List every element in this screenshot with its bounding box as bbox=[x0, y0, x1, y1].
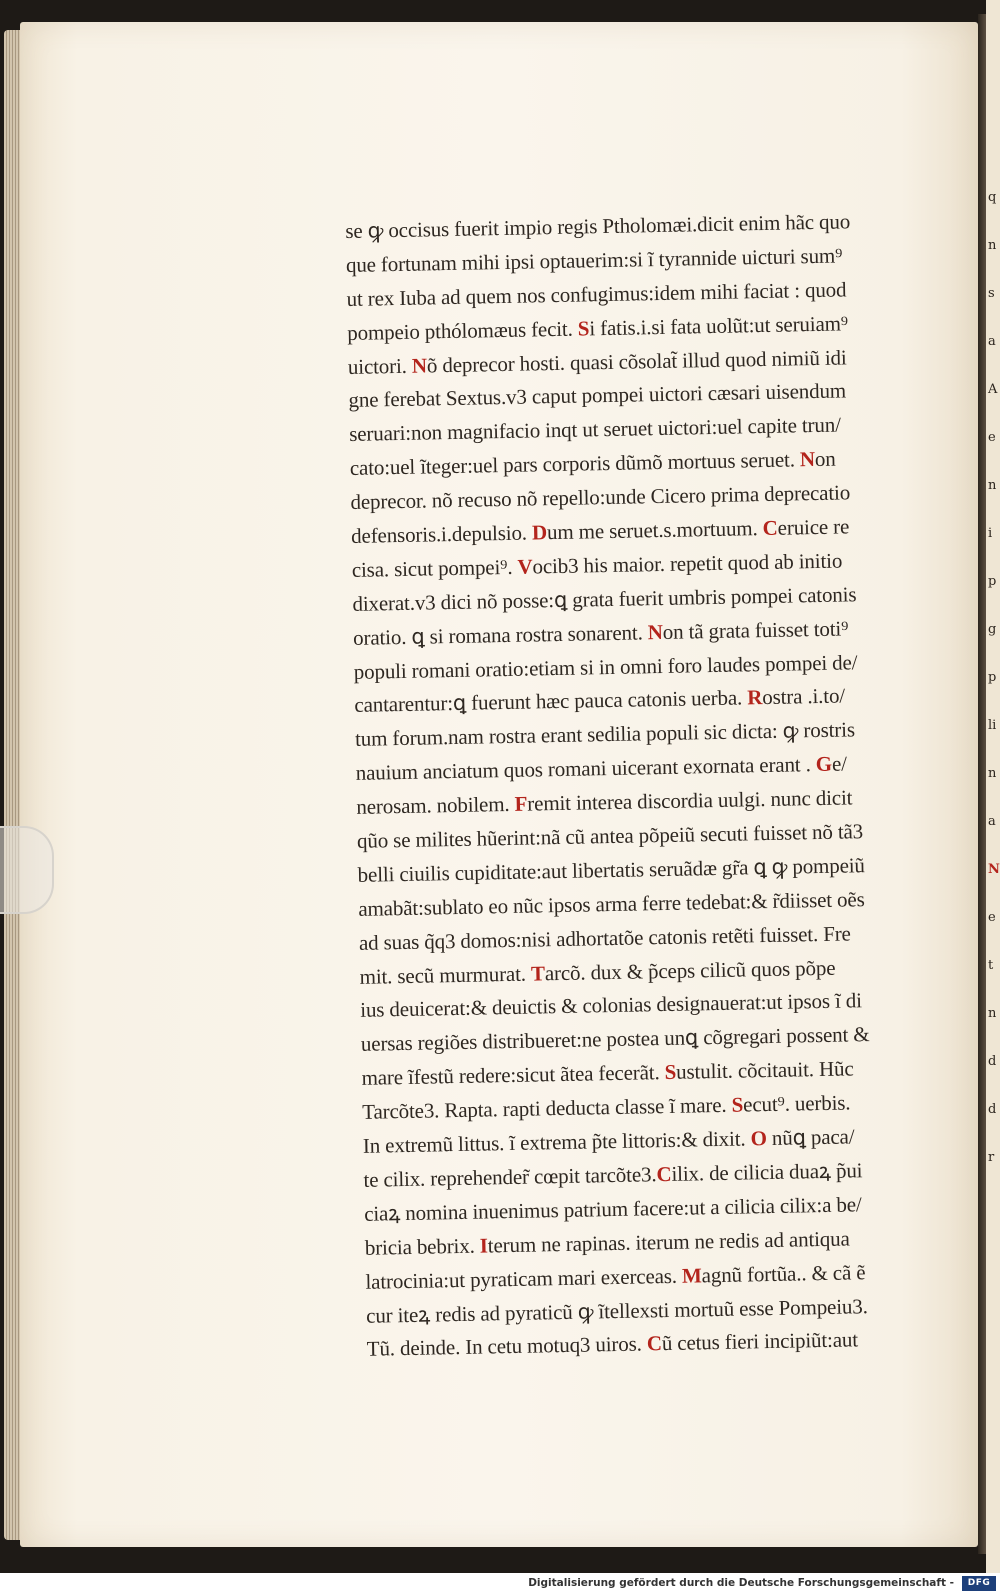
rubricated-initial: R bbox=[746, 685, 763, 710]
adjacent-page-glyph: i bbox=[988, 526, 993, 541]
line-text: ostra .i.to/ bbox=[761, 683, 846, 710]
line-text: uersas regiões distribueret:ne postea unꝗ cõgregari possent & bbox=[360, 1022, 870, 1057]
line-text: õ deprecor hosti. quasi cõsolat̃ illud quod nimiũ idi bbox=[426, 344, 847, 378]
line-text: cur iteꝝ redis ad pyraticũ ꝙ ĩtellexsti mortuũ esse Pompeiu3. bbox=[365, 1293, 868, 1328]
page-text bbox=[345, 204, 952, 1367]
adjacent-page-glyph: n bbox=[988, 238, 997, 253]
adjacent-page-glyph: r bbox=[988, 1150, 995, 1165]
adjacent-page-glyph: t bbox=[988, 958, 994, 973]
adjacent-page-glyph: p bbox=[988, 670, 997, 685]
clip-tab bbox=[0, 826, 54, 914]
adjacent-page-glyph: q bbox=[988, 190, 997, 205]
line-text: Tũ. deinde. In cetu motuq3 uiros. bbox=[366, 1331, 648, 1362]
line-text: que fortunam mihi ipsi optauerim:si ĩ tyrannide uicturi sum⁹ bbox=[345, 243, 843, 277]
rubricated-initial: M bbox=[681, 1262, 702, 1288]
book-gutter bbox=[978, 14, 986, 1554]
line-text: pompeio pthólomæus fecit. bbox=[347, 316, 579, 345]
rubricated-initial: O bbox=[750, 1126, 768, 1151]
adjacent-page-glyph: s bbox=[988, 286, 995, 301]
line-text: latrocinia:ut pyraticam mari exerceas. bbox=[365, 1263, 683, 1294]
line-text: se ꝙ occisus fuerit impio regis Ptholomæi.dicit enim hãc quo bbox=[345, 209, 851, 243]
line-text: uictori. bbox=[347, 353, 413, 379]
rubricated-initial: S bbox=[664, 1060, 677, 1085]
adjacent-page-glyph: d bbox=[988, 1102, 997, 1117]
line-text: ocib3 his maior. repetit quod ab initio bbox=[532, 548, 843, 579]
rubricated-initial: N bbox=[799, 447, 816, 472]
line-text: eruice re bbox=[777, 514, 850, 540]
line-text: tum forum.nam rostra erant sedilia populi sic dicta: ꝙ rostris bbox=[354, 717, 856, 752]
book-page bbox=[20, 22, 978, 1547]
adjacent-page-glyph: n bbox=[988, 1006, 997, 1021]
line-text: te cilix. reprehender̃ cœpit tarcõte3. bbox=[363, 1162, 657, 1192]
rubricated-initial: C bbox=[656, 1161, 672, 1187]
adjacent-page-glyph: d bbox=[988, 1054, 997, 1069]
line-text: ilix. de cilicia duaꝝ p̃ui bbox=[671, 1158, 863, 1186]
line-text: ecut⁹. uerbis. bbox=[742, 1090, 851, 1117]
line-text: Tarcõte3. Rapta. rapti deducta classe ĩ mare. bbox=[361, 1092, 732, 1124]
rubricated-initial: C bbox=[762, 515, 778, 541]
line-text: bricia bebrix. bbox=[364, 1233, 480, 1260]
rubricated-initial: N bbox=[411, 353, 428, 378]
line-text: amabãt:sublato eo nũc ipsos arma ferre tedebat:& r̃diisset oẽs bbox=[358, 886, 865, 921]
adjacent-page-edge bbox=[986, 0, 1000, 1573]
line-text: dixerat.v3 dici nõ posse:ꝗ grata fuerit umbris pompei catonis bbox=[352, 582, 857, 616]
line-text: nerosam. nobilem. bbox=[356, 791, 515, 820]
line-text: ad suas q̃q3 domos:nisi adhortatõe catonis retẽti fuisset. Fre bbox=[358, 921, 851, 955]
rubricated-initial: T bbox=[530, 960, 546, 986]
line-text: ũ cetus fieri incipiũt:aut bbox=[661, 1327, 859, 1356]
line-text: terum ne rapinas. iterum ne redis ad antiqua bbox=[487, 1226, 850, 1258]
rubricated-initial: V bbox=[517, 554, 533, 579]
rubricated-initial: I bbox=[479, 1233, 489, 1258]
line-text: on bbox=[814, 446, 836, 472]
adjacent-page-glyph: e bbox=[988, 430, 996, 445]
line-text: deprecor. nõ recuso nõ repello:unde Cicero prima deprecatio bbox=[350, 480, 851, 515]
line-text: agnũ fortũa.. & cã ẽ bbox=[701, 1259, 866, 1287]
line-text: remit interea discordia uulgi. nunc dicit bbox=[527, 785, 853, 816]
line-text: populi romani oratio:etiam si in omni foro laudes pompei de/ bbox=[353, 649, 858, 684]
line-text: i fatis.i.si fata uolũt:ut seruiam⁹ bbox=[589, 311, 849, 341]
adjacent-page-glyph: a bbox=[988, 334, 996, 349]
line-text: belli ciuilis cupiditate:aut libertatis seruãdæ gr̃a ꝗ ꝙ pompeiũ bbox=[357, 853, 866, 887]
rubricated-initial: F bbox=[514, 791, 528, 816]
adjacent-page-glyph: A bbox=[988, 382, 998, 397]
line-text: um me seruet.s.mortuum. bbox=[546, 516, 763, 545]
line-text: gne ferebat Sextus.v3 caput pompei uictori cæsari uisendum bbox=[348, 378, 847, 413]
footer-credit: Digitalisierung gefördert durch die Deutsche Forschungsgemeinschaft - bbox=[528, 1577, 954, 1589]
line-text: ut rex Iuba ad quem nos confugimus:idem mihi faciat : quod bbox=[346, 277, 847, 311]
line-text: seruari:non magnifacio inqt ut seruet uictori:uel capite trun/ bbox=[348, 412, 841, 447]
line-text: cisa. sicut pompei⁹. bbox=[351, 554, 518, 582]
rubricated-initial: G bbox=[815, 752, 833, 777]
line-text: nauium anciatum quos romani uicerant exornata erant . bbox=[355, 752, 817, 786]
footer-bar bbox=[0, 1573, 1000, 1595]
line-text: oratio. ꝗ si romana rostra sonarent. bbox=[352, 619, 648, 650]
line-text: ustulit. cõcitauit. Hũc bbox=[675, 1056, 854, 1085]
line-text: defensoris.i.depulsio. bbox=[350, 520, 533, 548]
line-text: on tã grata fuisset toti⁹ bbox=[662, 616, 849, 644]
adjacent-page-glyph: n bbox=[988, 766, 997, 781]
line-text: cato:uel ĩteger:uel pars corporis dũmõ mortuus seruet. bbox=[349, 447, 801, 481]
adjacent-page-glyph: e bbox=[988, 910, 996, 925]
rubricated-initial: S bbox=[731, 1092, 744, 1117]
line-text: ius deuicerat:& deuictis & colonias designauerat:ut ipsos ĩ di bbox=[360, 988, 863, 1023]
adjacent-page-glyph: n bbox=[988, 478, 997, 493]
rubricated-initial: D bbox=[531, 520, 548, 545]
line-text: nũꝗ paca/ bbox=[766, 1124, 855, 1151]
adjacent-page-glyph: a bbox=[988, 814, 996, 829]
line-text: In extremũ littus. ĩ extrema p̃te littoris:& dixit. bbox=[362, 1126, 751, 1158]
adjacent-page-glyph: g bbox=[988, 622, 997, 637]
line-text: mit. secũ murmurat. bbox=[359, 961, 532, 989]
line-text: ciaꝝ nomina inuenimus patrium facere:ut a cilicia cilix:a be/ bbox=[363, 1192, 862, 1226]
line-text: qũo se milites hũerint:nã cũ antea põpeiũ secuti fuisset nõ tã3 bbox=[356, 819, 864, 853]
line-text: e/ bbox=[831, 751, 848, 777]
rubricated-initial: N bbox=[647, 619, 664, 644]
line-text: cantarentur:ꝗ fuerunt hæc pauca catonis uerba. bbox=[354, 685, 748, 718]
line-text: arcõ. dux & p̃ceps cilicũ quos põpe bbox=[544, 955, 836, 985]
rubricated-initial: C bbox=[646, 1331, 663, 1356]
adjacent-page-glyph: p bbox=[988, 574, 997, 589]
dfg-logo: DFG bbox=[962, 1576, 996, 1591]
line-text: mare ĩfestũ redere:sicut ãtea fecerãt. bbox=[361, 1060, 665, 1091]
adjacent-page-glyph: N bbox=[988, 862, 1000, 877]
adjacent-page-glyph: li bbox=[988, 718, 997, 733]
rubricated-initial: S bbox=[577, 316, 590, 341]
